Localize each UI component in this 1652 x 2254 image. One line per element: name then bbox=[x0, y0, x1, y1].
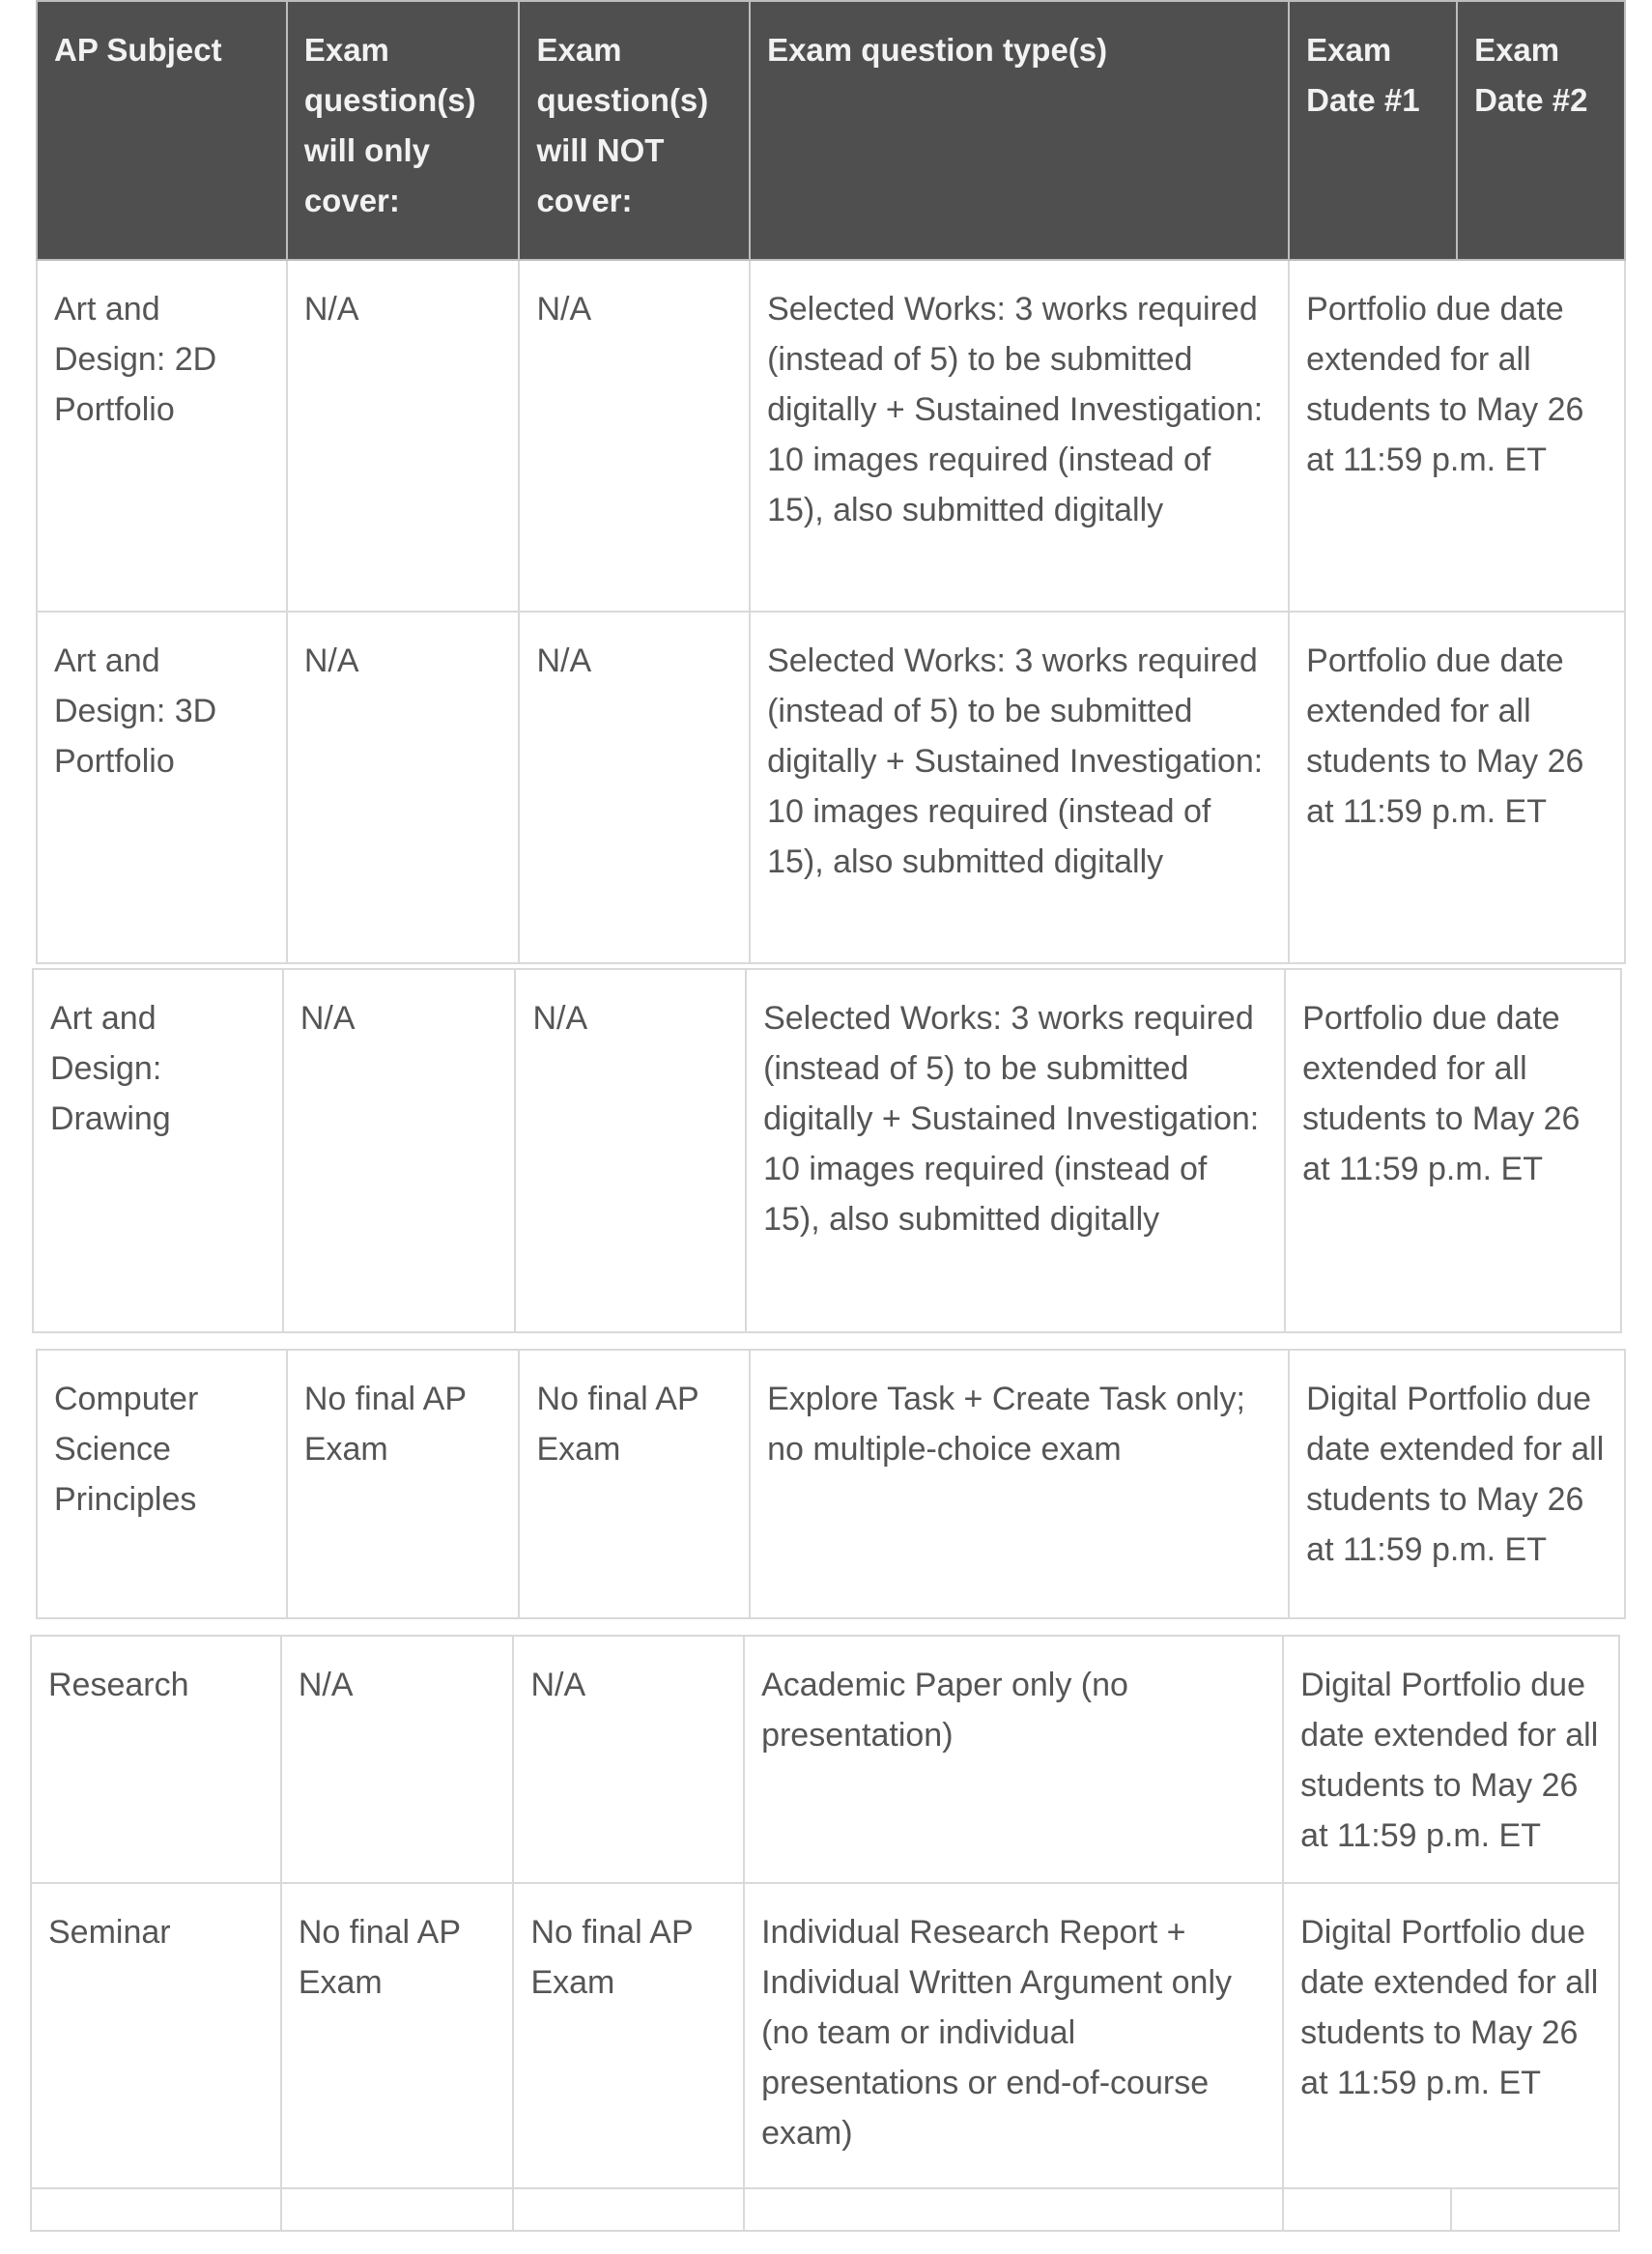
cell-exam-dates: Portfolio due date extended for all students to May 26 at 11:59 p.m. ET bbox=[1289, 260, 1625, 612]
cell-subject: Art and Design: Drawing bbox=[33, 969, 283, 1332]
table-segment-1 bbox=[36, 0, 1626, 964]
cell-empty bbox=[31, 2188, 281, 2231]
cell-only-cover: N/A bbox=[287, 612, 520, 963]
cell-exam-dates: Portfolio due date extended for all students to May 26 at 11:59 p.m. ET bbox=[1289, 612, 1625, 963]
cell-subject: Research bbox=[31, 1636, 281, 1883]
table-row bbox=[37, 1350, 1625, 1618]
cell-only-cover: No final AP Exam bbox=[281, 1883, 514, 2188]
cell-subject: Art and Design: 3D Portfolio bbox=[37, 612, 287, 963]
table-row bbox=[31, 1636, 1619, 1883]
table-row bbox=[33, 969, 1621, 1332]
header-ap-subject: AP Subject bbox=[37, 1, 287, 260]
cell-not-cover: N/A bbox=[513, 1636, 744, 1883]
cell-only-cover: N/A bbox=[281, 1636, 514, 1883]
cell-not-cover: N/A bbox=[515, 969, 746, 1332]
header-only-cover: Exam question(s) will only cover: bbox=[287, 1, 520, 260]
cell-not-cover: N/A bbox=[519, 612, 750, 963]
cell-empty bbox=[1283, 2188, 1451, 2231]
cell-exam-dates: Digital Portfolio due date extended for all students to May 26 at 11:59 p.m. ET bbox=[1289, 1350, 1625, 1618]
cell-exam-dates: Digital Portfolio due date extended for all students to May 26 at 11:59 p.m. ET bbox=[1283, 1636, 1619, 1883]
cell-empty bbox=[281, 2188, 514, 2231]
cell-not-cover: N/A bbox=[519, 260, 750, 612]
cell-empty bbox=[1451, 2188, 1619, 2231]
cell-question-types: Selected Works: 3 works required (instead of 5) to be submitted digitally + Sustained Investigation: 10 images required (instead of 15), also submitted digitally bbox=[746, 969, 1285, 1332]
cell-question-types: Selected Works: 3 works required (instead of 5) to be submitted digitally + Sustained Investigation: 10 images required (instead of 15), also submitted digitally bbox=[750, 260, 1289, 612]
cell-subject: Seminar bbox=[31, 1883, 281, 2188]
header-question-types: Exam question type(s) bbox=[750, 1, 1289, 260]
table-row-partial bbox=[31, 2188, 1619, 2231]
cell-subject: Computer Science Principles bbox=[37, 1350, 287, 1618]
cell-only-cover: N/A bbox=[287, 260, 520, 612]
table-row bbox=[31, 1883, 1619, 2188]
header-not-cover: Exam question(s) will NOT cover: bbox=[519, 1, 750, 260]
table-segment-3 bbox=[36, 1349, 1626, 1619]
cell-question-types: Individual Research Report + Individual Written Argument only (no team or individual presentations or end-of-course exam) bbox=[744, 1883, 1283, 2188]
cell-question-types: Academic Paper only (no presentation) bbox=[744, 1636, 1283, 1883]
cell-exam-dates: Portfolio due date extended for all students to May 26 at 11:59 p.m. ET bbox=[1285, 969, 1621, 1332]
cell-empty bbox=[744, 2188, 1283, 2231]
cell-question-types: Selected Works: 3 works required (instead of 5) to be submitted digitally + Sustained Investigation: 10 images required (instead of 15), also submitted digitally bbox=[750, 612, 1289, 963]
cell-not-cover: No final AP Exam bbox=[519, 1350, 750, 1618]
cell-question-types: Explore Task + Create Task only; no multiple-choice exam bbox=[750, 1350, 1289, 1618]
table-row bbox=[37, 260, 1625, 612]
table-segment-4 bbox=[30, 1635, 1620, 2232]
header-exam-date-2: Exam Date #2 bbox=[1457, 1, 1625, 260]
header-exam-date-1: Exam Date #1 bbox=[1289, 1, 1457, 260]
table-segment-2 bbox=[32, 968, 1622, 1333]
cell-empty bbox=[513, 2188, 744, 2231]
cell-not-cover: No final AP Exam bbox=[513, 1883, 744, 2188]
header-row bbox=[37, 1, 1625, 260]
cell-exam-dates: Digital Portfolio due date extended for all students to May 26 at 11:59 p.m. ET bbox=[1283, 1883, 1619, 2188]
cell-only-cover: No final AP Exam bbox=[287, 1350, 520, 1618]
cell-only-cover: N/A bbox=[283, 969, 516, 1332]
cell-subject: Art and Design: 2D Portfolio bbox=[37, 260, 287, 612]
table-row bbox=[37, 612, 1625, 963]
